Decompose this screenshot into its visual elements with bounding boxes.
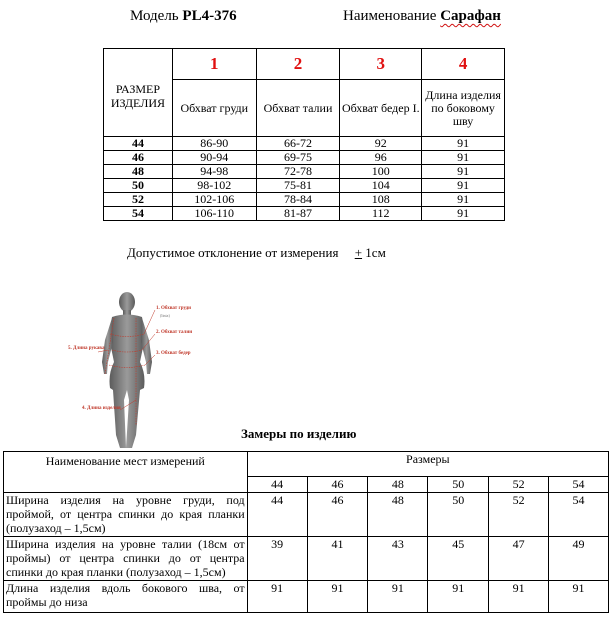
measurement-value: 45: [428, 537, 489, 581]
measurement-value: 39: [247, 537, 307, 581]
hips-cell: 112: [340, 207, 422, 221]
tolerance-text: Допустимое отклонение от измерения: [127, 245, 339, 260]
label-sleeve: 5. Длина рукава: [68, 346, 105, 351]
place-header: [4, 452, 248, 493]
measurement-value: 41: [307, 537, 368, 581]
measurement-value: 54: [549, 493, 609, 537]
model-label: Модель: [130, 8, 179, 24]
length-cell: 91: [422, 193, 505, 207]
measurement-value: 46: [307, 493, 368, 537]
size-table: [103, 48, 505, 221]
col-number-3: 3: [340, 49, 422, 80]
measurement-value: 91: [428, 581, 489, 613]
size-col-header: 46: [307, 477, 368, 493]
length-cell: 91: [422, 137, 505, 151]
waist-cell: 75-81: [256, 179, 340, 193]
measurement-value: 43: [368, 537, 428, 581]
col-number-4: 4: [422, 49, 505, 80]
sizes-header: Размеры: [247, 452, 608, 477]
label-waist: 2. Обхват талии: [156, 330, 193, 335]
measurement-value: 52: [489, 493, 549, 537]
waist-cell: 78-84: [256, 193, 340, 207]
length-cell: 91: [422, 151, 505, 165]
measurement-row: [4, 581, 609, 613]
waist-cell: 66-72: [256, 137, 340, 151]
size-cell: 52: [104, 193, 173, 207]
waist-cell: 81-87: [256, 207, 340, 221]
measure-length: Длина изделия по боковому шву: [422, 80, 505, 137]
measurement-desc: Ширина изделия на уровне талии (18см от проймы) от центра спинки до от центра спинки до края планки (полузаход – 1,5см): [4, 537, 248, 581]
name-value: Сарафан: [440, 8, 501, 24]
label-length: 4. Длина изделия: [82, 406, 121, 411]
measurement-value: 91: [307, 581, 368, 613]
bust-cell: 94-98: [172, 165, 256, 179]
length-cell: 91: [422, 207, 505, 221]
size-row: [104, 193, 505, 207]
measurements-table: [3, 451, 609, 613]
bust-cell: 90-94: [172, 151, 256, 165]
size-row: [104, 179, 505, 193]
size-col-header: 48: [368, 477, 428, 493]
label-hips: 3. Обхват бедер: [156, 351, 191, 356]
bust-cell: 106-110: [172, 207, 256, 221]
measurement-value: 44: [247, 493, 307, 537]
length-cell: 91: [422, 165, 505, 179]
waist-cell: 69-75: [256, 151, 340, 165]
measurement-value: 91: [247, 581, 307, 613]
measurement-value: 91: [368, 581, 428, 613]
waist-cell: 72-78: [256, 165, 340, 179]
hips-cell: 92: [340, 137, 422, 151]
size-col-header: 44: [247, 477, 307, 493]
bust-cell: 102-106: [172, 193, 256, 207]
measurement-value: 50: [428, 493, 489, 537]
size-row: [104, 165, 505, 179]
place-header-text: Наименование мест измерений: [45, 454, 205, 468]
col-number-1: 1: [172, 49, 256, 80]
size-col-header: 54: [549, 477, 609, 493]
measurement-figure: 1. Обхват груди (linia) 2. Обхват талии 3. Обхват бедер 4. Длина изделия 5. Длина рукава: [50, 290, 250, 450]
measurement-row: [4, 537, 609, 581]
measurements-title: Замеры по изделию: [241, 426, 357, 441]
size-cell: 54: [104, 207, 173, 221]
length-cell: 91: [422, 179, 505, 193]
hips-cell: 100: [340, 165, 422, 179]
size-col-header: 52: [489, 477, 549, 493]
bust-cell: 86-90: [172, 137, 256, 151]
size-row: [104, 137, 505, 151]
measurement-desc: Длина изделия вдоль бокового шва, от проймы до низа: [4, 581, 248, 613]
size-row: [104, 151, 505, 165]
name-label: Наименование: [343, 8, 437, 24]
tolerance-sign: +: [354, 245, 363, 260]
measurement-value: 49: [549, 537, 609, 581]
measurement-value: 47: [489, 537, 549, 581]
model-value: PL4-376: [182, 8, 237, 24]
measure-bust: Обхват груди: [172, 80, 256, 137]
measurement-row: [4, 493, 609, 537]
size-col-header: 50: [428, 477, 489, 493]
body-silhouette-icon: [50, 290, 250, 450]
tolerance-note: [127, 245, 386, 261]
size-cell: 46: [104, 151, 173, 165]
measurement-value: 91: [549, 581, 609, 613]
model-header: [130, 8, 237, 25]
size-row: [104, 207, 505, 221]
tolerance-unit: 1см: [365, 245, 386, 260]
label-bust: 1. Обхват груди: [156, 306, 192, 311]
size-cell: 44: [104, 137, 173, 151]
name-header: [343, 8, 501, 25]
measurement-desc: Ширина изделия на уровне груди, под проймой, от центра спинки до края планки (полузаход – 1,5см): [4, 493, 248, 537]
size-header-text: РАЗМЕР ИЗДЕЛИЯ: [110, 81, 166, 110]
hips-cell: 108: [340, 193, 422, 207]
measurement-value: 48: [368, 493, 428, 537]
size-cell: 50: [104, 179, 173, 193]
hips-cell: 104: [340, 179, 422, 193]
measurement-value: 91: [489, 581, 549, 613]
hips-cell: 96: [340, 151, 422, 165]
measure-hips: Обхват бедер I.: [340, 80, 422, 137]
measure-waist: Обхват талии: [256, 80, 340, 137]
size-header-cell: [104, 49, 173, 137]
col-number-2: 2: [256, 49, 340, 80]
size-cell: 48: [104, 165, 173, 179]
bust-cell: 98-102: [172, 179, 256, 193]
